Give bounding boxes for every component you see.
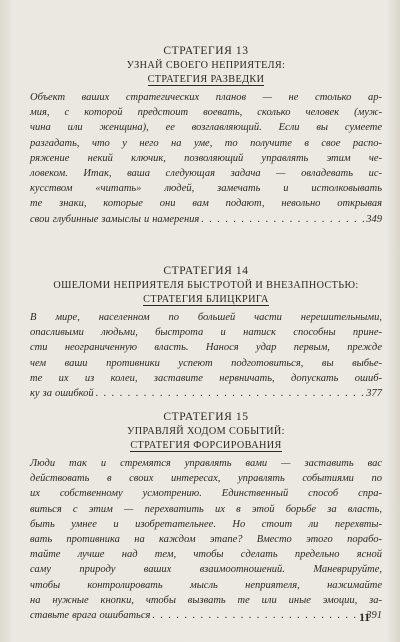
dot-leader (201, 212, 364, 227)
text-line: на нужные кнопки, чтобы вызвать те или иные эмоции, за- (30, 594, 382, 606)
strategy-description (30, 90, 382, 227)
strategy-15-section (30, 410, 382, 623)
text-line: Люди так и стремятся управлять вами — заставить вас (30, 458, 382, 469)
strategy-subtitle-underlined: СТРАТЕГИЯ БЛИЦКРИГА (143, 294, 269, 305)
text-line: В мире, населенном по большей части нерешительными, (30, 312, 382, 323)
text-line: ряжение некий ключик, позволяющий управлять этим че- (30, 152, 382, 164)
strategy-subtitle: УЗНАЙ СВОЕГО НЕПРИЯТЕЛЯ: (126, 60, 286, 71)
text-line: ку за ошибкой (30, 388, 94, 400)
text-line: вать противника на каждом этапе? Вместо этого порабо- (30, 534, 382, 546)
toc-last-line (30, 386, 382, 401)
strategy-subtitle (30, 73, 382, 87)
text-line: те знаки, которые они вам подают, невольно открывая (30, 198, 382, 210)
text-line: чтобы контролировать мысль неприятеля, нажимайте (30, 579, 382, 591)
strategy-subtitle-underlined: СТРАТЕГИЯ ФОРСИРОВАНИЯ (130, 440, 282, 451)
text-line: действовать в своих интересах, управлять событиями по (30, 473, 382, 485)
text-line: мия, с которой предстоит воевать, сколько человек (муж- (30, 107, 382, 119)
text-line: Объект ваших стратегических планов — не столько ар- (30, 92, 382, 103)
text-line: саму природу ваших взаимоотношений. Маневрируйте, (30, 564, 382, 576)
strategy-subtitle: УПРАВЛЯЙ ХОДОМ СОБЫТИЙ: (127, 426, 285, 437)
toc-page-number: 349 (366, 213, 382, 225)
strategy-subtitle (30, 439, 382, 453)
text-line: те их из колеи, заставите нервничать, допускать ошиб- (30, 372, 382, 384)
text-line: опасливыми людьми, быстрота и натиск способны прине- (30, 327, 382, 339)
dot-leader (152, 608, 364, 623)
strategy-description (30, 310, 382, 401)
text-line: виться с этим — перехватить их в этой борьбе за власть, (30, 503, 382, 515)
dot-leader (96, 386, 365, 401)
strategy-subtitle: ОШЕЛОМИ НЕПРИЯТЕЛЯ БЫСТРОТОЙ И ВНЕЗАПНОСТЬЮ: (53, 280, 359, 291)
text-line: тайте лучше над тем, чтобы сделать предельно ясной (30, 549, 382, 561)
text-line: ставьте врага ошибаться (30, 610, 151, 622)
strategy-subtitle-underlined: СТРАТЕГИЯ РАЗВЕДКИ (147, 74, 265, 85)
strategy-13-section (30, 44, 382, 227)
toc-page-number: 377 (366, 388, 382, 400)
text-line: быть умнее и изобретательнее. Но стоит ли перехвты- (30, 518, 382, 530)
strategy-description (30, 456, 382, 623)
toc-last-line (30, 212, 382, 227)
text-line: разгадать, что у него на уме, то получите в свое распо- (30, 137, 382, 149)
text-line: сти неограниченную власть. Нанося удар первым, прежде (30, 342, 382, 354)
strategy-number: СТРАТЕГИЯ 13 (163, 45, 249, 57)
text-line: их собственному усмотрению. Единственный способ спра- (30, 488, 382, 500)
toc-page-number: 391 (366, 610, 382, 622)
strategy-14-section (30, 264, 382, 401)
text-line: чем ваши противники успеют подготовиться, вы выбье- (30, 357, 382, 369)
text-line: свои глубинные замыслы и намерения (30, 213, 200, 225)
page-number: 11 (359, 612, 370, 624)
strategy-number: СТРАТЕГИЯ 15 (163, 411, 249, 423)
text-line: чина или женщина), ее возглавляющий. Если вы сумеете (30, 122, 382, 134)
strategy-number: СТРАТЕГИЯ 14 (163, 265, 249, 277)
text-line: ловеком. Итак, ваша следующая задача — овладевать ис- (30, 168, 382, 180)
toc-last-line (30, 608, 382, 623)
strategy-subtitle (30, 293, 382, 307)
text-line: кусством «читать» людей, замечать и истолковывать (30, 183, 382, 195)
